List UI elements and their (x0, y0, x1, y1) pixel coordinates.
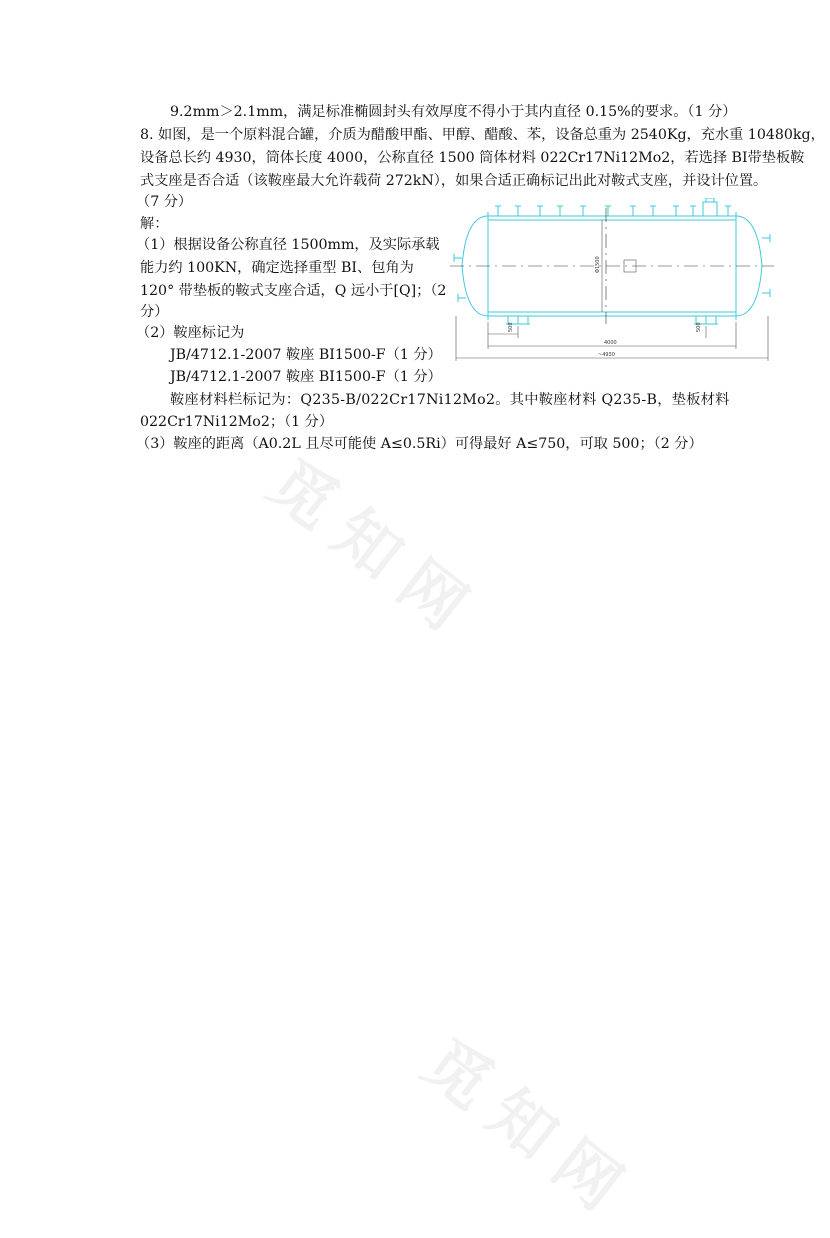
svg-text:500: 500 (696, 322, 702, 332)
side-nozzles (454, 234, 770, 302)
watermark-text: 觅知网 (254, 445, 495, 656)
text-line: 能力约 100KN，确定选择重型 BⅠ、包角为 (140, 260, 414, 276)
text-line: （2）鞍座标记为 (136, 325, 245, 341)
saddle-mark-line: JB/4712.1-2007 鞍座 BⅠ1500-F（1 分） (170, 347, 442, 363)
text-line: 分） (140, 304, 169, 320)
svg-text:~4930: ~4930 (598, 352, 615, 358)
text-line: （3）鞍座的距离（A0.2L 且尽可能使 A≤0.5Ri）可得最好 A≤750，可取 500；（2 分） (136, 436, 703, 452)
watermark-text: 觅知网 (409, 1025, 650, 1236)
svg-text:4000: 4000 (604, 340, 617, 346)
text-line: 120° 带垫板的鞍式支座合适，Q 远小于[Q]；（2 (140, 283, 447, 299)
diameter-dimension (595, 220, 602, 312)
vessel-drawing (448, 198, 778, 368)
text-line: （1）根据设备公称直径 1500mm，及实际承载 (136, 237, 440, 253)
saddle-dimension (488, 322, 706, 338)
question-8-text: 8. 如图，是一个原料混合罐，介质为醋酸甲酯、甲醇、醋酸、苯，设备总重为 2540Kg，充水重 10480kg， (140, 127, 825, 143)
saddle-mark-line: JB/4712.1-2007 鞍座 BⅠ1500-F（1 分） (170, 369, 442, 385)
svg-text:500: 500 (508, 322, 514, 332)
answer-heading: 解： (140, 216, 169, 232)
text-line: 设备总长约 4930，筒体长度 4000，公称直径 1500 筒体材料 022Cr17Ni12Mo2，若选择 BⅠ带垫板鞍 (140, 150, 805, 166)
text-line: 式支座是否合适（该鞍座最大允许载荷 272kN），如果合适正确标记出此对鞍式支座，并设计位置。 (140, 173, 768, 189)
text-line: 9.2mm＞2.1mm，满足标准椭圆封头有效厚度不得小于其内直径 0.15%的要求。（1 分） (170, 104, 737, 120)
top-nozzles (495, 198, 731, 216)
text-line: （7 分） (136, 194, 193, 210)
svg-text:Φ1500: Φ1500 (595, 256, 601, 273)
text-line: 022Cr17Ni12Mo2；（1 分） (140, 414, 334, 430)
total-length-dimension (456, 316, 768, 361)
text-line: 鞍座材料栏标记为：Q235-B/022Cr17Ni12Mo2。其中鞍座材料 Q235-B，垫板材料 (170, 392, 730, 408)
